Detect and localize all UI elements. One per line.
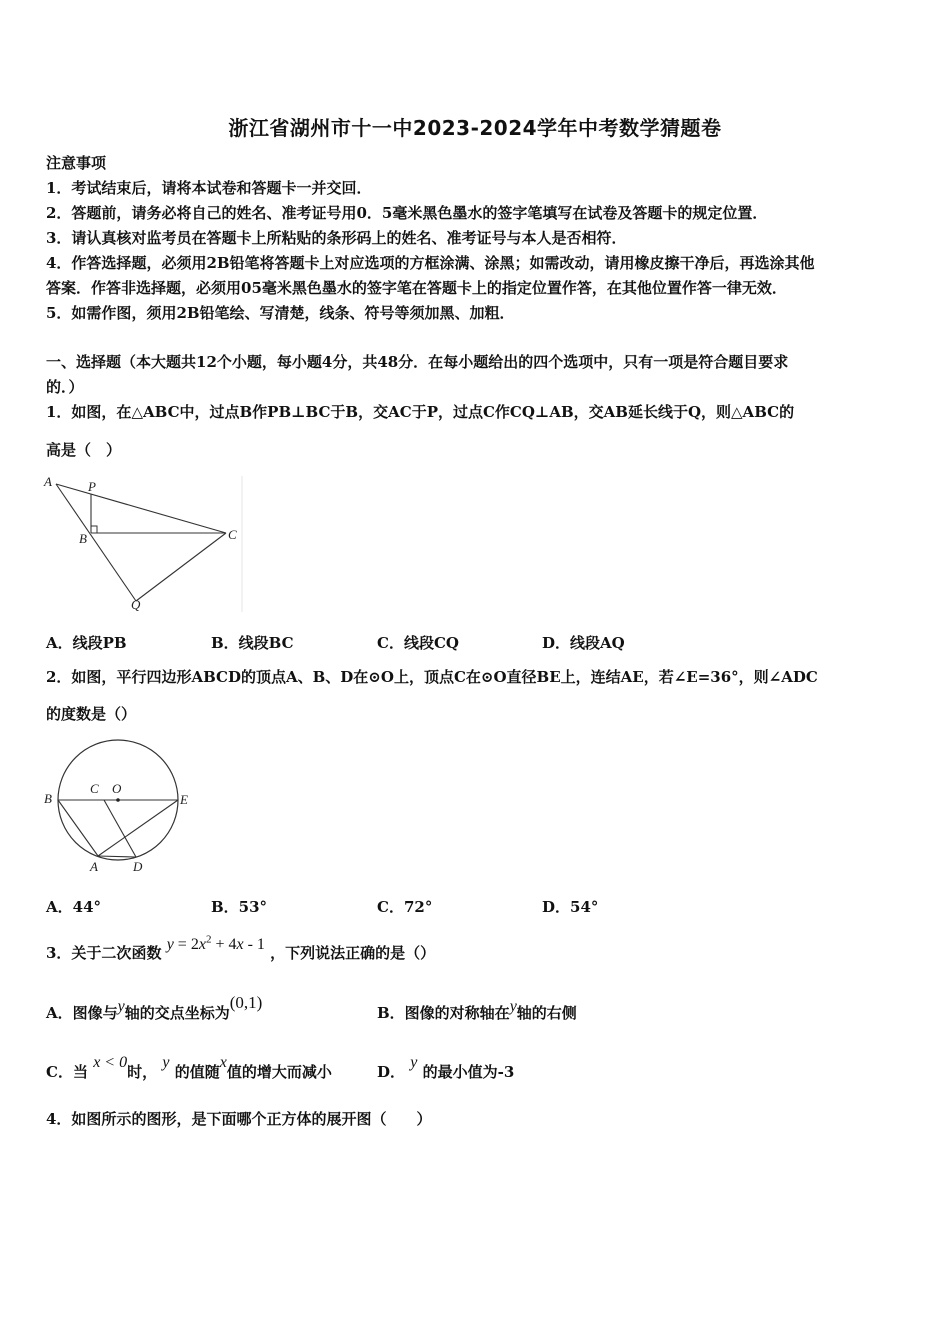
- q3-option-d: [377, 1054, 515, 1082]
- q1-label-c: C: [228, 527, 237, 542]
- q2-figure: [40, 735, 200, 880]
- q3-option-c: [46, 1054, 332, 1082]
- q4-stem: 4．如图所示的图形，是下面哪个正方体的展开图（ ）: [46, 1110, 432, 1128]
- notice-item-1: 1．考试结束后，请将本试卷和答题卡一并交回．: [46, 179, 372, 197]
- q2-option-a: A．44°: [46, 898, 102, 916]
- q1-option-b: B．线段BC: [211, 634, 294, 652]
- section-heading: 一、选择题（本大题共12个小题，每小题4分，共48分．在每小题给出的四个选项中，只有一项是符合题目要求: [46, 353, 789, 371]
- q1-label-q: Q: [131, 597, 141, 612]
- q1-segment-aq: [56, 484, 136, 601]
- notice-heading: 注意事项: [46, 154, 107, 172]
- q1-stem-cont: 高是（ ）: [46, 441, 122, 459]
- q3-stem-prefix: 3．关于二次函数: [46, 944, 162, 962]
- q3-formula-term2: + 4: [211, 936, 237, 953]
- notice-item-4-cont: 答案．作答非选择题，必须用05毫米黑色墨水的签字笔在答题卡上的指定位置作答，在其他位置作答一律无效．: [46, 279, 787, 297]
- q3-formula-y: y: [166, 936, 174, 953]
- q2-label-b: B: [44, 791, 52, 806]
- q2-segment-ba: [58, 800, 98, 856]
- q3-option-c-var-x: x: [219, 1054, 227, 1071]
- q3-option-b-text2: 轴的右侧: [516, 1004, 577, 1022]
- q3-formula-x2: x: [236, 936, 244, 953]
- q2-option-b: B．53°: [211, 898, 268, 916]
- q3-option-a-text1: A．图像与: [46, 1004, 118, 1022]
- q3-option-b-text1: B．图像的对称轴在: [377, 1004, 510, 1022]
- q1-stem: 1．如图，在△ABC中，过点B作PB⊥BC于B，交AC于P，过点C作CQ⊥AB，交AB延长线于Q，则△ABC的: [46, 403, 795, 421]
- q3-formula-x: x: [198, 936, 206, 953]
- q1-option-d: D．线段AQ: [542, 634, 625, 652]
- q2-center-dot: [116, 798, 120, 802]
- q2-label-c: C: [90, 781, 99, 796]
- notice-item-5: 5．如需作图，须用2B铅笔绘、写清楚，线条、符号等须加黑、加粗．: [46, 304, 515, 322]
- q2-label-e: E: [180, 792, 188, 807]
- q2-stem: 2．如图，平行四边形ABCD的顶点A、B、D在⊙O上，顶点C在⊙O直径BE上，连结AE，若∠E=36°，则∠ADC: [46, 668, 818, 686]
- q3-formula-exp: 2: [205, 933, 212, 946]
- q2-option-c: C．72°: [377, 898, 433, 916]
- q3-option-c-var-y: y: [162, 1054, 170, 1071]
- q1-label-b: B: [79, 531, 87, 546]
- q3-option-d-var-y: y: [410, 1054, 418, 1071]
- q3-formula-const: - 1: [243, 936, 265, 953]
- q1-option-a: A．线段PB: [46, 634, 127, 652]
- notice-item-4: 4．作答选择题，必须用2B铅笔将答题卡上对应选项的方框涂满、涂黑；如需改动，请用橡皮擦干净后，再选涂其他: [46, 254, 815, 272]
- q3-formula: [166, 933, 265, 953]
- q3-option-a: [46, 993, 263, 1023]
- q2-segment-ad: [98, 856, 136, 857]
- q3-option-b-var-y: y: [509, 998, 517, 1015]
- q3-option-a-var-y: y: [117, 998, 125, 1015]
- notice-item-3: 3．请认真核对监考员在答题卡上所粘贴的条形码上的姓名、准考证号与本人是否相符．: [46, 229, 627, 247]
- q3-option-a-text2: 轴的交点坐标为: [124, 1004, 230, 1022]
- section-heading-cont: 的．）: [46, 378, 84, 396]
- q3-option-c-text2: 时，: [127, 1063, 158, 1081]
- q3-option-d-text2: 的最小值为-3: [422, 1063, 515, 1081]
- q1-segment-ac: [56, 484, 226, 533]
- q2-label-d: D: [133, 859, 143, 874]
- q3-option-d-text1: D．: [377, 1063, 406, 1081]
- q1-segment-cq: [136, 533, 226, 601]
- q2-stem-cont: 的度数是（）: [46, 705, 137, 723]
- q3-stem-suffix: ，下列说法正确的是（）: [270, 944, 436, 962]
- q1-label-a: A: [44, 474, 52, 489]
- q3-option-c-condition: x < 0: [93, 1054, 128, 1071]
- q3-formula-eq: = 2: [173, 936, 199, 953]
- q1-option-c: C．线段CQ: [377, 634, 459, 652]
- q3-option-b: [377, 998, 577, 1023]
- q3-option-c-text3: 的值随: [174, 1063, 220, 1081]
- q2-option-d: D．54°: [542, 898, 599, 916]
- q3-option-c-text4: 值的增大而减小: [226, 1063, 332, 1081]
- q1-label-p: P: [88, 479, 96, 494]
- q2-label-a: A: [90, 859, 98, 874]
- notice-item-2: 2．答题前，请务必将自己的姓名、准考证号用0．5毫米黑色墨水的签字笔填写在试卷及答题卡的规定位置．: [46, 204, 768, 222]
- page-title: 浙江省湖州市十一中2023-2024学年中考数学猜题卷: [228, 116, 722, 140]
- q1-right-angle-mark: [91, 526, 97, 533]
- q2-segment-ae: [98, 800, 178, 856]
- q1-figure: [40, 472, 250, 617]
- q3-stem: [46, 933, 436, 963]
- q3-option-a-point: (0,1): [229, 993, 263, 1012]
- q2-label-o: O: [112, 781, 122, 796]
- q3-option-c-text1: C．当: [46, 1063, 88, 1081]
